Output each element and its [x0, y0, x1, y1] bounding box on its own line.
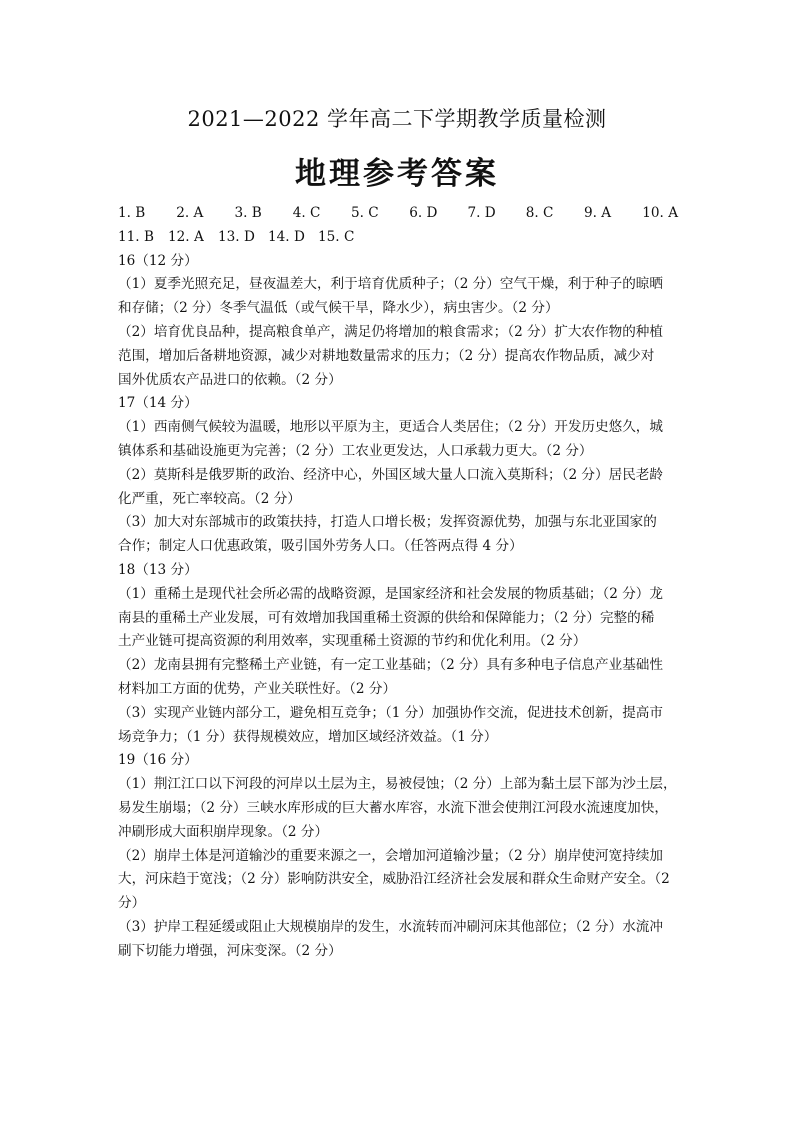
answer-line: 材料加工方面的优势，产业关联性好。（2 分）	[118, 680, 397, 697]
page-title: 2021—2022 学年高二下学期教学质量检测	[187, 107, 607, 131]
answer-line: 场竞争力；（1 分）获得规模效应，增加区域经济效益。（1 分）	[118, 728, 498, 745]
question-18-heading: 18（13 分）	[118, 561, 198, 578]
choice-answer: 12. A	[168, 228, 204, 245]
choice-answer: 1. B	[118, 205, 146, 221]
answer-line: 土产业链可提高资源的利用效率，实现重稀土资源的节约和优化利用。（2 分）	[118, 633, 587, 650]
choice-answer: 2. A	[176, 205, 204, 221]
answer-line: 和存储；（2 分）冬季气温低（或气候干旱，降水少），病虫害少。（2 分）	[118, 300, 559, 317]
answer-line: 大，河床趋于宽浅；（2 分）影响防洪安全，威胁沿江经济社会发展和群众生命财产安全。（2	[118, 871, 670, 888]
choice-answer: 8. C	[525, 205, 554, 221]
answer-line: （3）护岸工程延缓或阻止大规模崩岸的发生，水流转而冲刷河床其他部位；（2 分）水流冲	[118, 918, 663, 935]
answer-line: （1）重稀土是现代社会所必需的战略资源，是国家经济和社会发展的物质基础；（2 分）龙	[118, 585, 663, 602]
question-16-heading: 16（12 分）	[118, 252, 198, 269]
question-19-heading: 19（16 分）	[118, 752, 198, 769]
choice-answer: 6. D	[409, 205, 438, 221]
answer-line: （1）西南侧气候较为温暖，地形以平原为主，更适合人类居住；（2 分）开发历史悠久，城	[118, 419, 663, 436]
choice-answer: 11. B	[118, 228, 154, 245]
answer-line: 镇体系和基础设施更为完善；（2 分）工农业更发达，人口承载力更大。（2 分）	[118, 442, 593, 459]
answer-line: （3）加大对东部城市的政策扶持，打造人口增长极；发挥资源优势，加强与东北亚国家的	[118, 514, 657, 531]
answer-line: （1）荆江江口以下河段的河岸以土层为主，易被侵蚀；（2 分）上部为黏土层下部为沙土层，	[118, 776, 677, 793]
page-subtitle: 地理参考答案	[295, 156, 499, 192]
answer-line: （2）崩岸土体是河道输沙的重要来源之一，会增加河道输沙量；（2 分）崩岸使河宽持续加	[118, 847, 663, 864]
choice-answer: 15. C	[318, 228, 355, 245]
answer-line: 南县的重稀土产业发展，可有效增加我国重稀土资源的供给和保障能力；（2 分）完整的稀	[118, 609, 655, 626]
answer-line: （2）培育优良品种，提高粮食单产，满足仍将增加的粮食需求；（2 分）扩大农作物的种植	[118, 323, 663, 340]
answer-line: 范围，增加后备耕地资源，减少对耕地数量需求的压力；（2 分）提高农作物品质，减少对	[118, 347, 655, 364]
answer-line: （3）实现产业链内部分工，避免相互竞争；（1 分）加强协作交流，促进技术创新，提高市	[118, 704, 663, 721]
answer-line: 刷下切能力增强，河床变深。（2 分）	[118, 942, 342, 959]
choice-answer: 13. D	[218, 228, 255, 245]
choice-answer: 9. A	[584, 205, 612, 221]
choice-answers-row-2	[118, 226, 678, 250]
answer-line: （1）夏季光照充足，昼夜温差大，利于培育优质种子；（2 分）空气干燥，利于种子的晾晒	[118, 276, 663, 293]
choice-answer: 4. C	[292, 205, 321, 221]
choice-answer: 10. A	[642, 205, 679, 221]
choice-answer: 5. C	[351, 205, 379, 221]
choice-answer: 14. D	[268, 228, 305, 245]
choice-answers-row-1	[118, 202, 678, 226]
answer-line: 化严重，死亡率较高。（2 分）	[118, 490, 301, 507]
question-17-heading: 17（14 分）	[118, 395, 198, 412]
answer-line: （2）龙南县拥有完整稀土产业链，有一定工业基础；（2 分）具有多种电子信息产业基础性	[118, 657, 663, 674]
choice-answer: 7. D	[467, 205, 496, 221]
answer-line: 分）	[118, 895, 146, 912]
answer-line: 冲刷形成大面积崩岸现象。（2 分）	[118, 823, 329, 840]
answer-line: 国外优质农产品进口的依赖。（2 分）	[118, 371, 342, 388]
answer-line: 合作；制定人口优惠政策，吸引国外劳务人口。（任答两点得 4 分）	[118, 538, 523, 555]
answer-content	[118, 202, 678, 964]
answer-line: 易发生崩塌；（2 分）三峡水库形成的巨大蓄水库容，水流下泄会使荆江河段水流速度加快，	[118, 799, 668, 816]
answer-line: （2）莫斯科是俄罗斯的政治、经济中心，外国区域大量人口流入莫斯科；（2 分）居民老龄	[118, 466, 663, 483]
choice-answer: 3. B	[234, 205, 262, 221]
